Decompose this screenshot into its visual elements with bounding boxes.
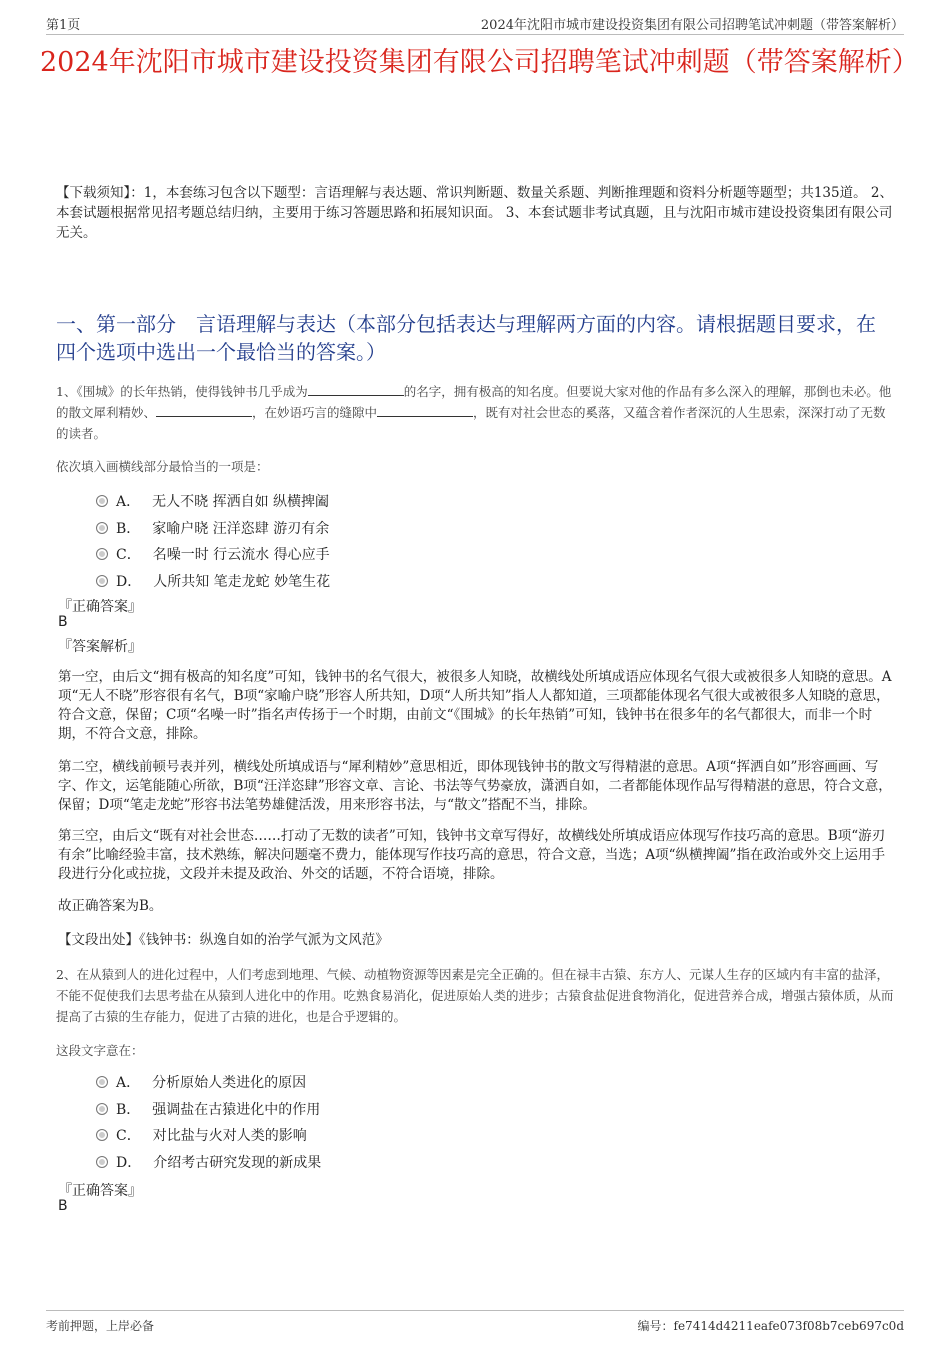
radio-icon[interactable]	[96, 575, 108, 587]
radio-icon[interactable]	[96, 1156, 108, 1168]
radio-icon[interactable]	[96, 548, 108, 560]
option-b[interactable]: B． 强调盐在古猿进化中的作用	[96, 1096, 321, 1123]
analysis-paragraph-1: 第一空，由后文“拥有极高的知名度”可知，钱钟书的名气很大，被很多人知晓，故横线处所填成语应体现名气很大或被很多人知晓的意思。A项“无人不晓”形容很有名气，B项“家喻户晓”形容人所共知，D项“人所共知”指人人都知道，三项都能体现名气很大或被很多人知晓的意思，符合文意，保留；C项“名噪一时”指名声传扬于一个时期，由前文“《围城》的长年热销”可知，钱钟书在很多年的名气都很大，而非一个时期，不符合文意，排除。	[58, 669, 892, 742]
download-notice: 【下载须知】：1，本套练习包含以下题型：言语理解与表达题、常识判断题、数量关系题、判断推理题和资料分析题等题型；共135道。 2、本套试题根据常见招考题总结归纳，主要用于练习答题思路和拓展知识面。 3、本套试题非考试真题，且与沈阳市城市建设投资集团有限公司无关。	[56, 185, 893, 241]
option-d[interactable]: D． 人所共知 笔走龙蛇 妙笔生花	[96, 568, 330, 595]
option-d[interactable]: D． 介绍考古研究发现的新成果	[96, 1149, 321, 1176]
page-number: 第1页	[46, 18, 81, 33]
option-a[interactable]: A． 无人不晓 挥洒自如 纵横捭阖	[96, 488, 330, 515]
section-heading: 一、第一部分 言语理解与表达（本部分包括表达与理解两方面的内容。请根据题目要求，在四个选项中选出一个最恰当的答案。）	[56, 312, 876, 364]
analysis-paragraph-3: 第三空，由后文“既有对社会世态……打动了无数的读者”可知，钱钟书文章写得好，故横线处所填成语应体现写作技巧高的意思。B项“游刃有余”比喻经验丰富，技术熟练，解决问题毫不费力，能体现写作技巧高的意思，符合文意，当选；A项“纵横捭阖”指在政治或外交上运用手段进行分化或拉拢，文段并未提及政治、外交的话题，不符合语境，排除。	[58, 828, 886, 882]
question-2-stem: 2、在从猿到人的进化过程中，人们考虑到地理、气候、动植物资源等因素是完全正确的。但在禄丰古猿、东方人、元谋人生存的区域内有丰富的盐泽，不能不促使我们去思考盐在从猿到人进化中的作用。吃熟食易消化，促进原始人类的进步；古猿食盐促进食物消化，促进营养合成，增强古猿体质，从而提高了古猿的生存能力，促进了古猿的进化，也是合乎逻辑的。	[56, 967, 894, 1024]
radio-icon[interactable]	[96, 1076, 108, 1088]
analysis-label: 『答案解析』	[58, 639, 142, 655]
question-2-prompt: 这段文字意在：	[56, 1043, 144, 1058]
question-1-stem: 1、《围城》的长年热销，使得钱钟书几乎成为 的名字，拥有极高的知名度。但要说大家对他的作品有多么深入的理解，那倒也未必。他的散文犀利精妙、 ，在妙语巧言的缝隙中 ，既有对社会世态的奚落，又蕴含着作者深沉的人生思索，深深打动了无数的读者。	[56, 384, 892, 441]
document-id: 编号：fe7414d4211eafe073f08b7ceb697c0d	[637, 1319, 904, 1333]
page-header	[46, 14, 904, 35]
answer-label: 『正确答案』	[58, 599, 142, 615]
option-b[interactable]: B． 家喻户晓 汪洋恣肆 游刃有余	[96, 515, 330, 542]
option-c[interactable]: C． 对比盐与火对人类的影响	[96, 1122, 321, 1149]
question-1-prompt: 依次填入画横线部分最恰当的一项是：	[56, 459, 269, 474]
option-a[interactable]: A． 分析原始人类进化的原因	[96, 1069, 321, 1096]
analysis-conclusion: 故正确答案为B。	[58, 898, 163, 914]
radio-icon[interactable]	[96, 1103, 108, 1115]
analysis-paragraph-2: 第二空，横线前顿号表并列，横线处所填成语与“犀利精妙”意思相近，即体现钱钟书的散文写得精湛的意思。A项“挥洒自如”形容画画、写字、作文，运笔能随心所欲，B项“汪洋恣肆”形容文章、言论、书法等气势豪放，潇洒自如，二者都能体现作品写得精湛的意思，符合文意，保留；D项“笔走龙蛇”形容书法笔势雄健活泼，用来形容书法，与“散文”搭配不当，排除。	[58, 759, 892, 813]
page-footer	[46, 1310, 904, 1334]
radio-icon[interactable]	[96, 1129, 108, 1141]
source-citation: 【文段出处】《钱钟书：纵逸自如的治学气派为文风范》	[58, 932, 389, 948]
radio-icon[interactable]	[96, 495, 108, 507]
header-doc-title: 2024年沈阳市城市建设投资集团有限公司招聘笔试冲刺题（带答案解析）	[480, 18, 904, 33]
option-c[interactable]: C． 名噪一时 行云流水 得心应手	[96, 541, 330, 568]
question-1-options	[96, 488, 330, 594]
radio-icon[interactable]	[96, 522, 108, 534]
question-2-options	[96, 1069, 321, 1175]
footer-slogan: 考前押题，上岸必备	[46, 1319, 155, 1333]
document-title: 2024年沈阳市城市建设投资集团有限公司招聘笔试冲刺题（带答案解析）	[40, 47, 919, 78]
answer-value: B	[58, 614, 68, 630]
answer-value: B	[58, 1198, 68, 1214]
answer-label: 『正确答案』	[58, 1183, 142, 1199]
